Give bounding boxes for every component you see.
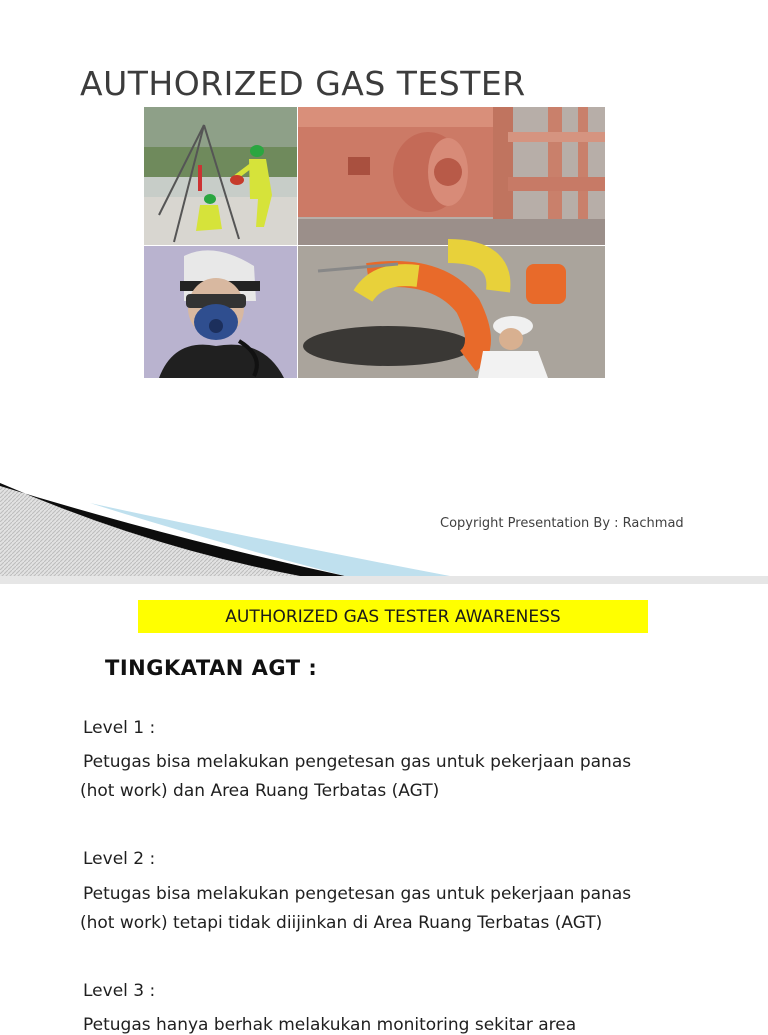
- slide-title: AUTHORIZED GAS TESTER: [80, 64, 526, 103]
- level-1-label: Level 1 :: [83, 718, 156, 738]
- photo-tripod-workers: [144, 107, 297, 245]
- photo-collage: [144, 107, 605, 378]
- level-2-line-2: (hot work) tetapi tidak diijinkan di Area Ruang Terbatas (AGT): [80, 913, 603, 933]
- photo-manhole-ventilation: [298, 246, 605, 378]
- level-3-line-1: Petugas hanya berhak melakukan monitoring sekitar area: [83, 1015, 577, 1035]
- highlight-banner: [138, 600, 648, 633]
- decorative-swoosh: [0, 478, 460, 576]
- slide-divider: [0, 576, 768, 584]
- photo-respirator-worker: [144, 246, 297, 378]
- slide-2: [0, 584, 768, 1035]
- banner-text: AUTHORIZED GAS TESTER AWARENESS: [225, 607, 561, 627]
- photo-industrial-pipes: [298, 107, 605, 245]
- section-heading: TINGKATAN AGT :: [105, 656, 318, 680]
- level-2-label: Level 2 :: [83, 849, 156, 869]
- level-3-label: Level 3 :: [83, 981, 156, 1001]
- level-1-line-1: Petugas bisa melakukan pengetesan gas untuk pekerjaan panas: [83, 752, 632, 772]
- level-2-line-1: Petugas bisa melakukan pengetesan gas untuk pekerjaan panas: [83, 884, 632, 904]
- copyright-text: Copyright Presentation By : Rachmad: [440, 516, 684, 531]
- level-1-line-2: (hot work) dan Area Ruang Terbatas (AGT): [80, 781, 440, 801]
